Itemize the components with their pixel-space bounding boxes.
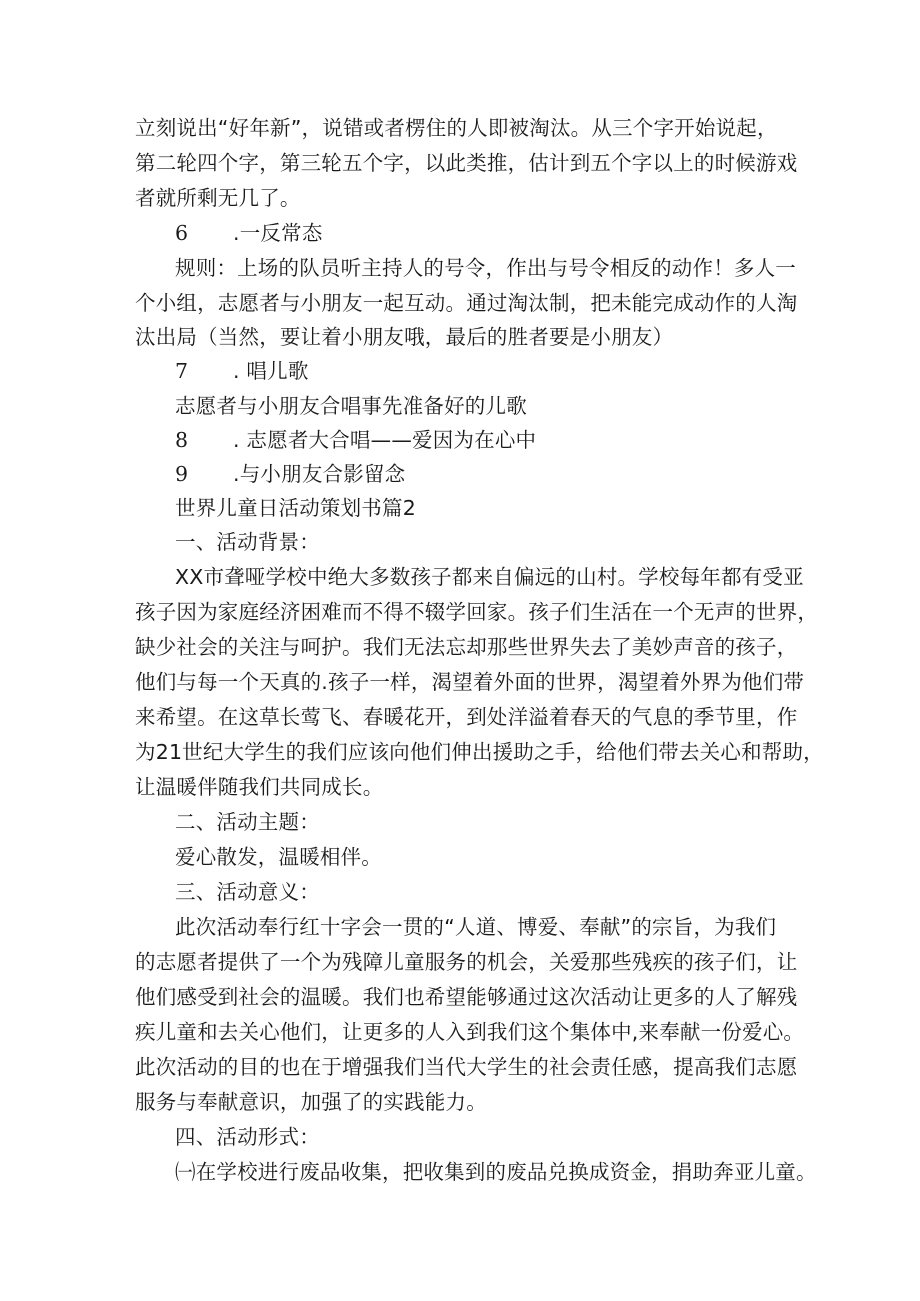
paragraph-line: 汰出局（当然，要让着小朋友哦，最后的胜者要是小朋友） <box>135 325 674 349</box>
section-heading: 一、活动背景： <box>175 530 320 554</box>
list-item-9 <box>175 457 405 491</box>
list-item-6 <box>175 216 323 250</box>
paragraph-line: 为21世纪大学生的我们应该向他们伸出援助之手，给他们带去关心和帮助， <box>135 740 824 764</box>
paragraph-line: 来希望。在这草长莺飞、春暖花开，到处洋溢着春天的气息的季节里，作 <box>135 705 798 729</box>
paragraph-line: 爱心散发，温暖相伴。 <box>175 845 382 869</box>
paragraph-line: 志愿者与小朋友合唱事先准备好的儿歌 <box>175 394 527 418</box>
paragraph-line: 缺少社会的关注与呵护。我们无法忘却那些世界失去了美妙声音的孩子， <box>135 635 798 659</box>
paragraph-line: 服务与奉献意识，加强了的实践能力。 <box>135 1090 487 1114</box>
list-item-text: .与小朋友合影留念 <box>233 462 406 486</box>
paragraph-line: 个小组，志愿者与小朋友一起互动。通过淘汰制，把未能完成动作的人淘 <box>135 291 798 315</box>
paragraph-line: 规则：上场的队员听主持人的号令，作出与号令相反的动作！多人一 <box>175 256 796 280</box>
paragraph-line: ㈠在学校进行废品收集，把收集到的废品兑换成资金，捐助奔亚儿童。 <box>175 1160 817 1184</box>
paragraph-line: 此次活动的目的也在于增强我们当代大学生的社会责任感，提高我们志愿 <box>135 1055 798 1079</box>
paragraph-line: 他们感受到社会的温暖。我们也希望能够通过这次活动让更多的人了解残 <box>135 985 798 1009</box>
paragraph-line: 疾儿童和去关心他们，让更多的人入到我们这个集体中,来奉献一份爱心。 <box>135 1020 805 1044</box>
list-item-text: . 志愿者大合唱——爱因为在心中 <box>233 428 537 452</box>
section-title: 世界儿童日活动策划书篇2 <box>175 496 416 520</box>
list-number: 8 <box>175 428 189 452</box>
list-number: 6 <box>175 221 189 245</box>
paragraph-line: 他们与每一个天真的.孩子一样，渴望着外面的世界，渴望着外界为他们带 <box>135 670 805 694</box>
section-heading: 二、活动主题： <box>175 810 320 834</box>
list-item-8 <box>175 423 536 457</box>
section-heading: 三、活动意义： <box>175 880 320 904</box>
section-heading: 四、活动形式： <box>175 1125 320 1149</box>
paragraph-line: 立刻说出“好年新”，说错或者楞住的人即被淘汰。从三个字开始说起， <box>135 116 778 140</box>
list-number: 7 <box>175 359 189 383</box>
list-item-text: . 唱儿歌 <box>233 359 309 383</box>
list-number: 9 <box>175 462 189 486</box>
list-item-text: .一反常态 <box>233 221 323 245</box>
paragraph-line: 让温暖伴随我们共同成长。 <box>135 775 384 799</box>
paragraph-line: 孩子因为家庭经济困难而不得不辍学回家。孩子们生活在一个无声的世界， <box>135 600 819 624</box>
paragraph-line: 第二轮四个字，第三轮五个字，以此类推，估计到五个字以上的时候游戏 <box>135 151 798 175</box>
paragraph-line: 的志愿者提供了一个为残障儿童服务的机会，关爱那些残疾的孩子们，让 <box>135 950 798 974</box>
paragraph-line: 此次活动奉行红十字会一贯的“人道、博爱、奉献”的宗旨，为我们 <box>175 915 777 939</box>
paragraph-line: 者就所剩无几了。 <box>135 186 301 210</box>
list-item-7 <box>175 354 309 388</box>
paragraph-line: XX市聋哑学校中绝大多数孩子都来自偏远的山村。学校每年都有受亚 <box>175 565 804 589</box>
